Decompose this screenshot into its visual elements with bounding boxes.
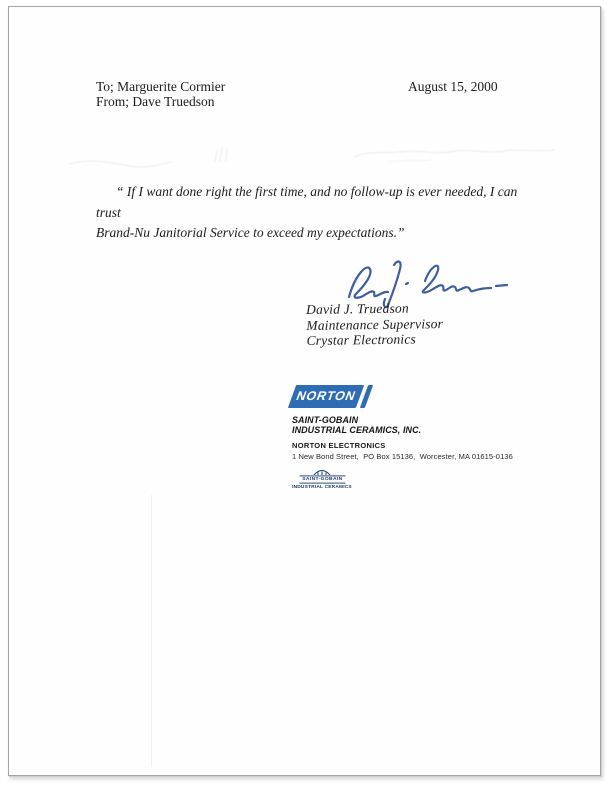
letter-header: [96, 80, 225, 109]
footer-logo-division: INDUSTRIAL CERAMICS: [292, 484, 352, 490]
company-name: [292, 416, 421, 435]
signer-company: Crystar Electronics: [306, 331, 417, 348]
norton-logo-parallelogram: [288, 385, 364, 408]
quote-line-1: “ If I want done right the first time, and no follow-up is ever needed, I can trust: [96, 184, 518, 220]
to-line: To; Marguerite Cormier: [96, 79, 226, 94]
company-name-line-2: INDUSTRIAL CERAMICS, INC.: [292, 424, 422, 436]
testimonial-quote: [96, 182, 528, 244]
company-name-line-1: SAINT-GOBAIN: [292, 415, 359, 426]
quote-line-2: Brand-Nu Janitorial Service to exceed my expectations.”: [96, 225, 405, 240]
page-fold-crease: [151, 495, 152, 767]
footer-logo-brand: SAINT-GOBAIN: [299, 475, 345, 483]
scanned-letter-page: [8, 6, 601, 776]
company-address: 1 New Bond Street, PO Box 15136, Worcester, MA 01615-0136: [292, 452, 513, 461]
saint-gobain-footer-logo: [290, 468, 354, 491]
signer-title: Maintenance Supervisor: [306, 315, 444, 333]
signer-name: David J. Truedson: [306, 300, 409, 317]
date-line: August 15, 2000: [408, 79, 498, 94]
norton-logo: [292, 385, 369, 408]
bridge-arch-icon: [313, 468, 331, 475]
norton-logo-text: NORTON: [294, 389, 359, 403]
division-name: NORTON ELECTRONICS: [292, 441, 386, 450]
from-line: From; Dave Truedson: [96, 93, 215, 109]
signoff-block: [306, 300, 443, 348]
